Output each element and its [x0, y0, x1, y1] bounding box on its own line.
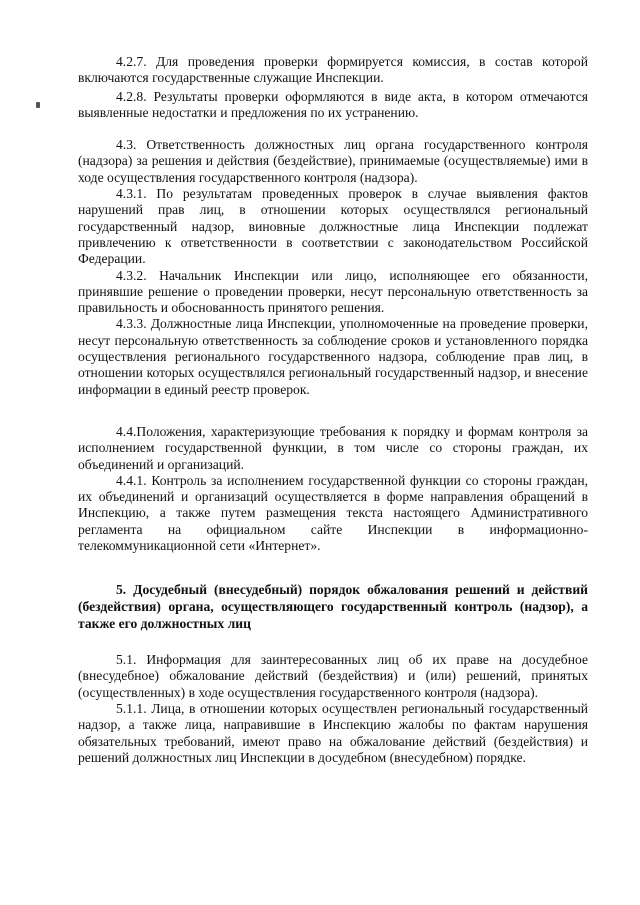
section-5-heading: 5. Досудебный (внесудебный) порядок обжалования решений и действий (бездействия) органа, осуществляющего государственный контроль (надзор), а также его должностных лиц	[78, 582, 588, 631]
paragraph-4-2-8: 4.2.8. Результаты проверки оформляются в виде акта, в котором отмечаются выявленные недостатки и предложения по их устранению.	[78, 88, 588, 120]
paragraph-4-3: 4.3. Ответственность должностных лиц органа государственного контроля (надзора) за решения и действия (бездействие), принимаемые (осуществляемые) ими в ходе осуществления государственного контроля (надзора).	[78, 137, 588, 185]
paragraph-4-3-3: 4.3.3. Должностные лица Инспекции, уполномоченные на проведение проверки, несут персональную ответственность за соблюдение сроков и установленного порядка осуществления регионального государственного надзора, соблюдение прав лиц, в отношении которых осуществлялся региональный государственный надзор, и внесение информации в единый реестр проверок.	[78, 316, 588, 397]
paragraph-4-3-1: 4.3.1. По результатам проведенных проверок в случае выявления фактов нарушений прав лиц, в отношении которых осуществлялся региональный государственный надзор, виновные должностные лица Инспекции подлежат привлечению к ответственности в соответствии с законодательством Российской Федерации.	[78, 186, 588, 267]
document-page	[78, 54, 588, 766]
paragraph-4-3-2: 4.3.2. Начальник Инспекции или лицо, исполняющее его обязанности, принявшие решение о проведении проверки, несут персональную ответственность за правильность и обоснованность принятого решения.	[78, 267, 588, 316]
paragraph-5-1: 5.1. Информация для заинтересованных лиц об их праве на досудебное (внесудебное) обжалование действий (бездействия) и (или) решений, принятых (осуществленных) в ходе осуществления государственного контроля (надзора).	[78, 652, 588, 700]
scan-artifact	[36, 102, 40, 108]
paragraph-4-4: 4.4.Положения, характеризующие требования к порядку и формам контроля за исполнением государственной функции, в том числе со стороны граждан, их объединений и организаций.	[78, 423, 588, 472]
paragraph-5-1-1: 5.1.1. Лица, в отношении которых осуществлен региональный государственный надзор, а также лица, направившие в Инспекцию жалобы по фактам нарушения обязательных требований, имеют право на обжалование действий (бездействия) и решений должностных лиц Инспекции в досудебном (внесудебном) порядке.	[78, 700, 588, 765]
paragraph-4-2-7: 4.2.7. Для проведения проверки формируется комиссия, в состав которой включаются государственные служащие Инспекции.	[78, 54, 588, 86]
paragraph-4-4-1: 4.4.1. Контроль за исполнением государственной функции со стороны граждан, их объединений и организаций осуществляется в форме направления обращений в Инспекцию, а также путем размещения текста настоящего Административного регламента на официальном сайте Инспекции в информационно-телекоммуникационной сети «Интернет».	[78, 472, 588, 554]
